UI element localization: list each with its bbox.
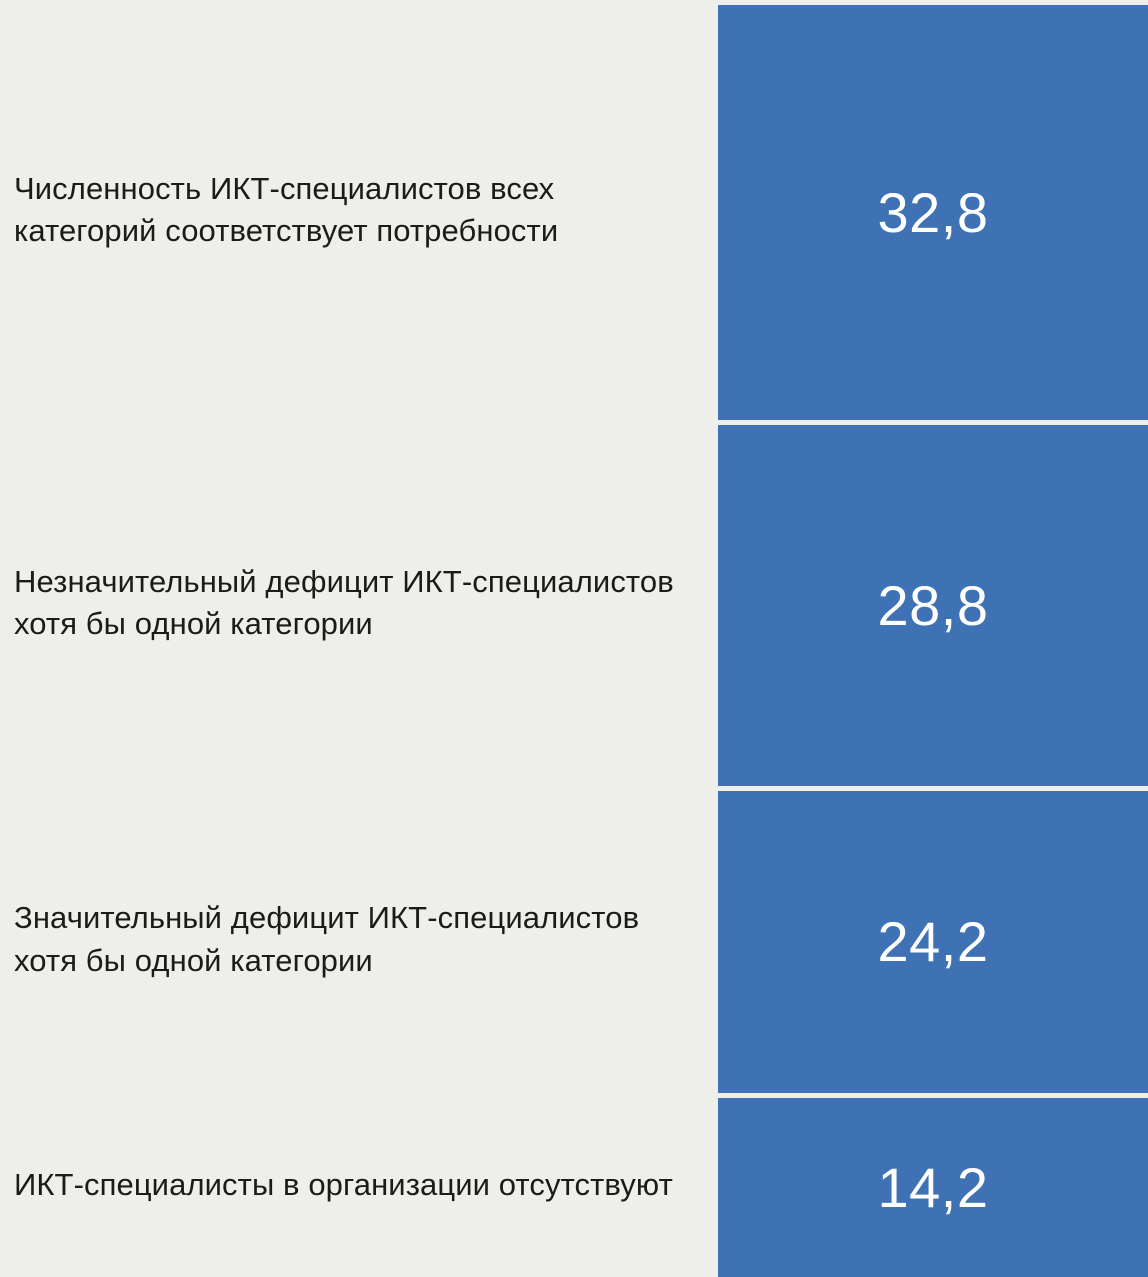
bar-cell bbox=[718, 1093, 1148, 1277]
category-label-cell bbox=[0, 1093, 718, 1277]
bar-value-label: 28,8 bbox=[877, 573, 989, 637]
bar-segment[interactable] bbox=[718, 1098, 1148, 1277]
chart-row bbox=[0, 420, 1148, 786]
bar-value-label: 32,8 bbox=[877, 180, 989, 244]
category-label: Значительный дефицит ИКТ-специалистов хотя бы одной категории bbox=[14, 900, 640, 978]
bar-value-label: 14,2 bbox=[877, 1155, 989, 1219]
category-label-cell bbox=[0, 786, 718, 1093]
chart-row bbox=[0, 786, 1148, 1093]
category-label: Незначительный дефицит ИКТ-специалистов хотя бы одной категории bbox=[14, 563, 674, 641]
bar-cell bbox=[718, 420, 1148, 786]
chart-row bbox=[0, 1093, 1148, 1277]
bar-cell bbox=[718, 786, 1148, 1093]
bar-cell bbox=[718, 0, 1148, 420]
category-label: Численность ИКТ-специалистов всех категорий соответствует потребности bbox=[14, 170, 559, 248]
category-label-cell bbox=[0, 0, 718, 420]
bar-segment[interactable] bbox=[718, 791, 1148, 1093]
category-label: ИКТ-специалисты в организации отсутствуют bbox=[14, 1166, 673, 1202]
bar-value-label: 24,2 bbox=[877, 910, 989, 973]
category-label-cell bbox=[0, 420, 718, 786]
bar-segment[interactable] bbox=[718, 425, 1148, 786]
chart-row bbox=[0, 0, 1148, 420]
bar-segment[interactable] bbox=[718, 5, 1148, 420]
